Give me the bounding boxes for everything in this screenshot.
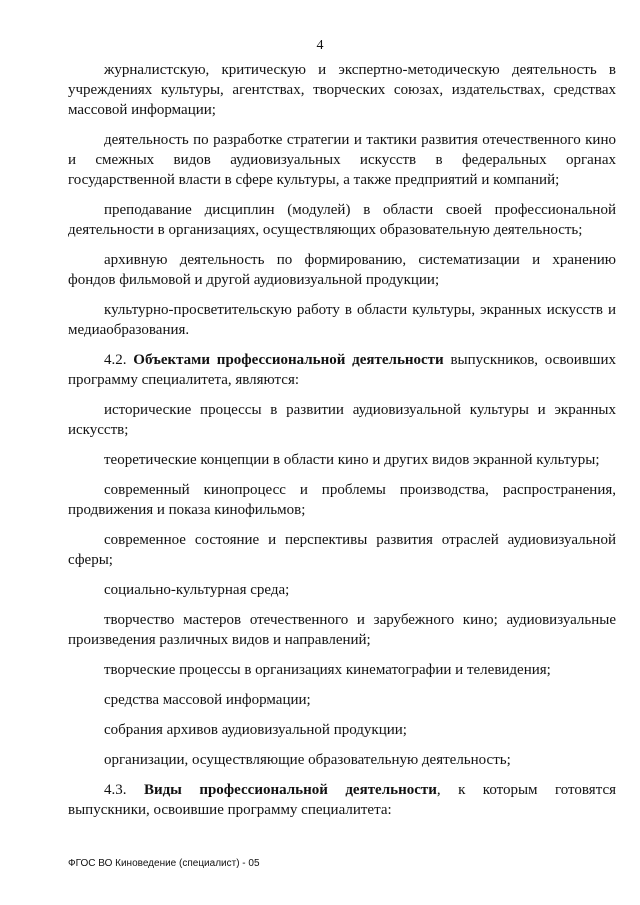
section-4-2-heading: Объектами профессиональной деятельности bbox=[133, 352, 444, 368]
section-4-2-text: выпускников, освоивших программу специалитета, являются: bbox=[68, 352, 616, 388]
paragraph-education: культурно-просветительскую работу в области культуры, экранных искусств и медиаобразования. bbox=[68, 302, 616, 338]
list-item: творческие процессы в организациях кинематографии и телевидения; bbox=[104, 662, 551, 678]
list-item: собрания архивов аудиовизуальной продукции; bbox=[104, 722, 407, 738]
page-number: 4 bbox=[316, 38, 324, 53]
list-item: теоретические концепции в области кино и других видов экранной культуры; bbox=[104, 452, 600, 468]
section-4-3-number: 4.3. bbox=[104, 782, 144, 798]
list-item: современное состояние и перспективы развития отраслей аудиовизуальной сферы; bbox=[68, 532, 616, 568]
section-4-2 bbox=[68, 350, 616, 390]
paragraph-strategy: деятельность по разработке стратегии и тактики развития отечественного кино и смежных видов аудиовизуальных искусств в федеральных органах государственной власти в сфере культуры, а также предприятий и компаний; bbox=[68, 132, 616, 188]
list-item: организации, осуществляющие образовательную деятельность; bbox=[104, 752, 511, 768]
list-item: творчество мастеров отечественного и зарубежного кино; аудиовизуальные произведения различных видов и направлений; bbox=[68, 612, 616, 648]
paragraph-archive: архивную деятельность по формированию, систематизации и хранению фондов фильмовой и другой аудиовизуальной продукции; bbox=[68, 252, 616, 288]
list-item: современный кинопроцесс и проблемы производства, распространения, продвижения и показа кинофильмов; bbox=[68, 482, 616, 518]
section-4-3 bbox=[68, 780, 616, 820]
section-4-3-heading: Виды профессиональной деятельности bbox=[143, 782, 437, 798]
document-body bbox=[68, 60, 616, 830]
section-4-3-text: , к которым готовятся выпускники, освоившие программу специалитета: bbox=[68, 782, 616, 818]
section-4-2-number: 4.2. bbox=[104, 352, 134, 368]
paragraph-teaching: преподавание дисциплин (модулей) в области своей профессиональной деятельности в организациях, осуществляющих образовательную деятельность; bbox=[68, 202, 616, 238]
list-item: социально-культурная среда; bbox=[104, 582, 290, 598]
list-item: исторические процессы в развитии аудиовизуальной культуры и экранных искусств; bbox=[68, 402, 616, 438]
page-footer: ФГОС ВО Киноведение (специалист) - 05 bbox=[68, 858, 260, 869]
paragraph-journalism: журналистскую, критическую и экспертно-методическую деятельность в учреждениях культуры, агентствах, творческих союзах, издательствах, средствах массовой информации; bbox=[68, 62, 616, 118]
list-item: средства массовой информации; bbox=[104, 692, 311, 708]
